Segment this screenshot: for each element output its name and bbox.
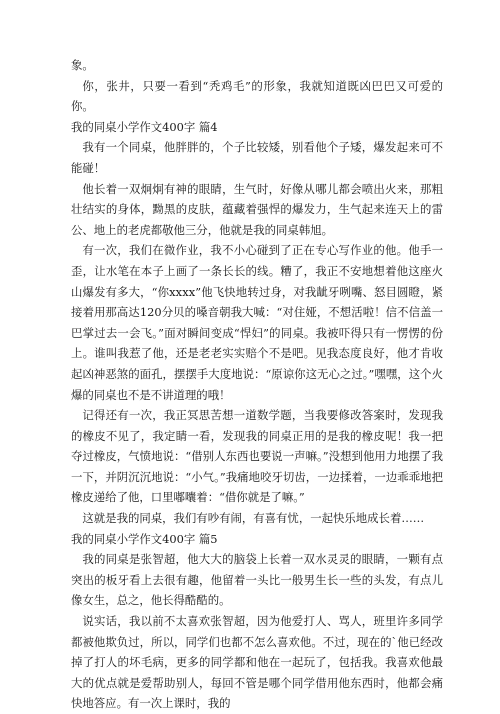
paragraph-continued: 象。 bbox=[71, 58, 94, 72]
paragraph: 你，张井，只要一看到“秃鸡毛”的形象，我就知道既凶巴巴又可爱的你。 bbox=[71, 78, 443, 114]
paragraph: 说实话，我以前不太喜欢张智超，因为他爱打人、骂人，班里许多同学都被他欺负过，所以，同学们也都不怎么喜欢他。不过，现在的`他已经改掉了打人的坏毛病，更多的同学都和他在一起玩了，包括我。我喜欢他最大的优点就是爱帮助别人，每回不管是哪个同学借用他东西时，他都会痛快地答应。有一次上课时，我的 bbox=[71, 614, 443, 711]
essay-text bbox=[71, 55, 443, 714]
paragraph: 我有一个同桌，他胖胖的，个子比较矮，别看他个子矮，爆发起来可不能碰！ bbox=[71, 140, 443, 175]
paragraph: 他长着一双炯炯有神的眼睛，生气时，好像从哪儿都会喷出火来，那粗壮结实的身体，黝黑的皮肤，蕴藏着强悍的爆发力，生气起来连天上的雷公、地上的老虎都敬他三分，他就是我的同桌韩旭。 bbox=[71, 181, 443, 237]
paragraph: 我的同桌是张智超，他大大的脑袋上长着一双水灵灵的眼睛，一颗有点突出的板牙看上去很有趣，他留着一头比一般男生长一些的头发，有点儿像女生，总之，他长得酷酷的。 bbox=[71, 552, 443, 608]
section-heading: 我的同桌小学作文400字 篇4 bbox=[71, 119, 218, 134]
paragraph: 这就是我的同桌，我们有吵有闹，有喜有忧，一起快乐地成长着…… bbox=[82, 511, 425, 526]
section-heading: 我的同桌小学作文400字 篇5 bbox=[71, 531, 218, 546]
paragraph: 记得还有一次，我正冥思苦想一道数学题，当我要修改答案时，发现我的橡皮不见了，我定睛一看，发现我的同桌正用的是我的橡皮呢！我一把夺过橡皮，气愤地说：“借别人东西也要说一声嘛。”没想到他用力地摆了我一下，并阴沉沉地说：“小气。”我痛地咬牙切齿，一边揉着，一边乖乖地把橡皮递给了他，口里嘟囔着：“借你就是了嘛。” bbox=[71, 408, 443, 505]
paragraph: 有一次，我们在微作业，我不小心碰到了正在专心写作业的他。他手一歪，让水笔在本子上画了一条长长的线。糟了，我正不安地想着他这座火山爆发有多大，“你ⅹⅹⅹⅹ”他飞快地转过身，对我龇牙咧嘴、怒目圆瞪，紧接着用那高达120分贝的嗓音朝我大喊：“对住娅，不想活啦！信不信盖一巴掌过去一会飞。”面对瞬间变成“悍妇”的同桌。我被吓得只有一愣愣的份上。谁叫我惹了他，还是老老实实赔个不是吧。见我态度良好，他才肯收起凶神恶煞的面孔，摆摆手大度地说：“原谅你这无心之过。”嘿嘿，这个火爆的同桌也不是不讲道理的哦！ bbox=[71, 243, 443, 402]
